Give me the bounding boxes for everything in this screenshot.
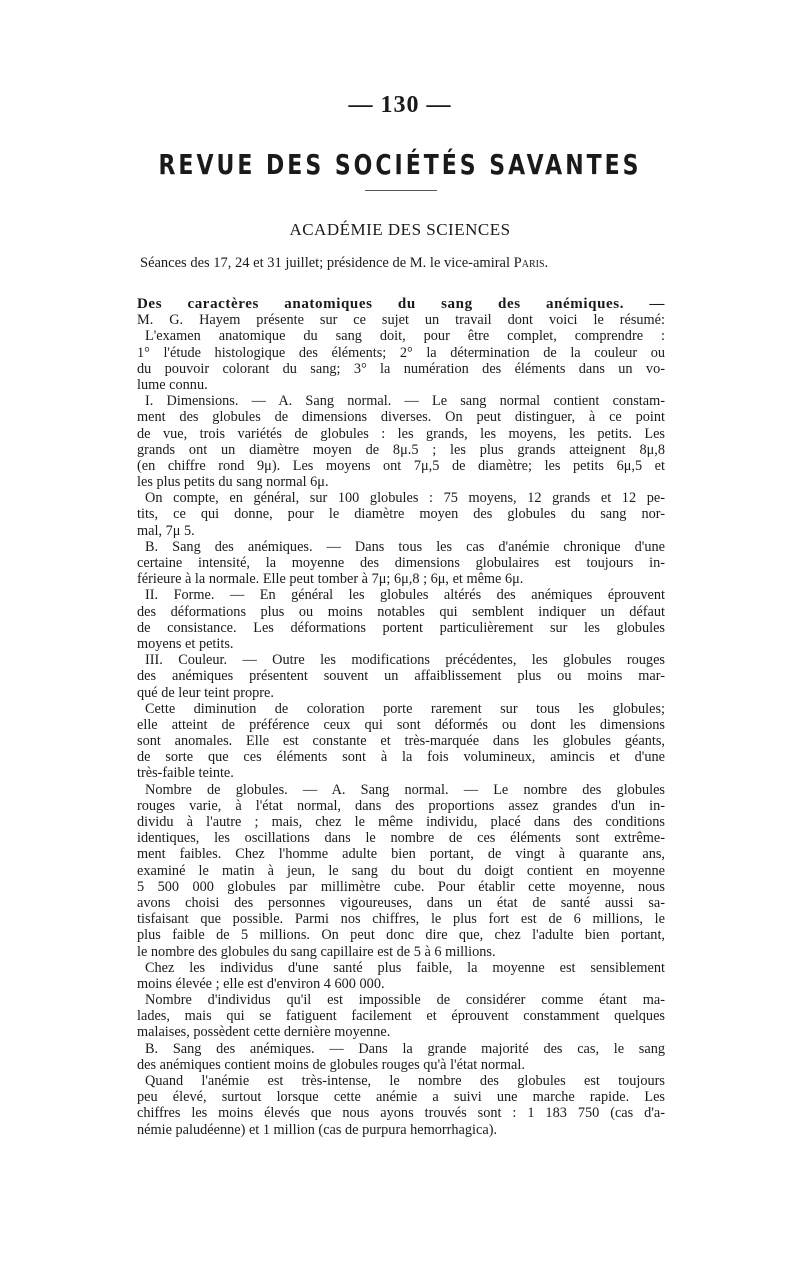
text-line: (en chiffre rond 9μ). Les moyens ont 7μ,5 de diamètre; les petits 6μ,5 et xyxy=(137,457,665,474)
text-line: le nombre des globules du sang capillaire est de 5 à 6 millions. xyxy=(137,943,496,960)
title-divider xyxy=(365,190,437,191)
text-line: mal, 7μ 5. xyxy=(137,522,195,539)
text-line: moyens et petits. xyxy=(137,635,234,652)
text-line: lume connu. xyxy=(137,376,208,393)
text-line: II. Forme. — En général les globules altérés des anémiques éprouvent xyxy=(145,587,665,604)
journal-title: REVUE DES SOCIÉTÉS SAVANTES xyxy=(158,150,642,182)
text-line: des anémiques présentent souvent un affaiblissement plus ou moins mar- xyxy=(137,668,665,685)
text-line: moins élevée ; elle est d'environ 4 600 000. xyxy=(137,975,385,992)
text-line: malaises, possèdent cette dernière moyenne. xyxy=(137,1024,391,1041)
text-line: qué de leur teint propre. xyxy=(137,684,274,701)
text-line: de consistance. Les déformations portent particulièrement sur les globules xyxy=(137,619,665,636)
article-heading: Des caractères anatomiques du sang des anémiques. — xyxy=(137,296,665,312)
session-president-name: Paris. xyxy=(513,255,549,271)
page-number: — 130 — xyxy=(348,92,452,118)
text-line: peu élevé, surtout lorsque cette anémie a suivi une marche rapide. Les xyxy=(137,1089,665,1106)
text-line: 5 500 000 globules par millimètre cube. Pour établir cette moyenne, nous xyxy=(137,878,665,895)
text-line: les plus petits du sang normal 6μ. xyxy=(137,474,329,491)
text-line: lades, mais qui se fatiguent facilement et éprouvent constamment quelques xyxy=(137,1008,665,1025)
text-line: sont anomales. Elle est constante et très-marquée dans les globules géants, xyxy=(137,733,665,750)
text-line: Chez les individus d'une santé plus faible, la moyenne est sensiblement xyxy=(145,959,665,976)
text-line: ment des globules de dimensions diverses. On peut distinguer, à ce point xyxy=(137,409,665,426)
text-line: très-faible teinte. xyxy=(137,765,234,782)
text-line: de vue, trois variétés de globules : les grands, les moyens, les petits. Les xyxy=(137,425,665,442)
text-line: Nombre de globules. — A. Sang normal. — Le nombre des globules xyxy=(145,781,665,798)
text-line: ment faibles. Chez l'homme adulte bien portant, de vingt à quarante ans, xyxy=(137,846,665,863)
text-line: B. Sang des anémiques. — Dans la grande majorité des cas, le sang xyxy=(145,1040,665,1057)
text-line: tits, ce qui donne, pour le diamètre moyen des globules du sang nor- xyxy=(137,506,665,523)
text-line: du pouvoir colorant du sang; 3° la numération des éléments dans un vo- xyxy=(137,360,665,377)
text-line: des anémiques contient moins de globules rouges qu'à l'état normal. xyxy=(137,1056,525,1073)
text-line: On compte, en général, sur 100 globules : 75 moyens, 12 grands et 12 pe- xyxy=(145,490,665,507)
article-body xyxy=(137,296,665,1138)
text-line: grands ont un diamètre moyen de 8μ.5 ; les plus grands atteignent 8μ,8 xyxy=(137,441,665,458)
text-line: Nombre d'individus qu'il est impossible de considérer comme étant ma- xyxy=(145,992,665,1009)
text-line: rouges varie, à l'état normal, dans des proportions assez grandes d'un in- xyxy=(137,797,665,814)
text-line: elle atteint de préférence ceux qui sont déformés ou dont les dimensions xyxy=(137,716,665,733)
text-line: des déformations plus ou moins notables qui semblent indiquer un défaut xyxy=(137,603,665,620)
text-line: chiffres les moins élevés que nous ayons trouvés sont : 1 183 750 (cas d'a- xyxy=(137,1105,665,1122)
text-line: plus faible de 5 millions. On peut donc dire que, chez l'adulte bien portant, xyxy=(137,927,665,944)
text-line: férieure à la normale. Elle peut tomber à 7μ; 6μ,8 ; 6μ, et même 6μ. xyxy=(137,571,524,588)
text-line: de sorte que ces éléments sont à la fois volumineux, amincis et d'une xyxy=(137,749,665,766)
text-line: identiques, les oscillations dans le nombre de ces éléments sont extrême- xyxy=(137,830,665,847)
text-line: certaine intensité, la moyenne des dimensions globulaires est toujours in- xyxy=(137,555,665,571)
text-line: L'examen anatomique du sang doit, pour être complet, comprendre : xyxy=(145,328,665,345)
text-line: tisfaisant que possible. Parmi nos chiffres, le plus fort est de 6 millions, le xyxy=(137,911,665,928)
text-line: avons choisi des personnes vigoureuses, dans un état de santé aussi sa- xyxy=(137,894,665,911)
text-line: III. Couleur. — Outre les modifications précédentes, les globules rouges xyxy=(145,652,665,669)
text-line: némie paludéenne) et 1 million (cas de purpura hemorrhagica). xyxy=(137,1121,498,1138)
session-text: Séances des 17, 24 et 31 juillet; présidence de M. le vice-amiral xyxy=(140,255,514,271)
text-line: I. Dimensions. — A. Sang normal. — Le sang normal contient constam- xyxy=(145,393,665,410)
text-line: M. G. Hayem présente sur ce sujet un travail dont voici le résumé: xyxy=(137,312,665,329)
text-line: Cette diminution de coloration porte rarement sur tous les globules; xyxy=(145,700,665,717)
section-title: ACADÉMIE DES SCIENCES xyxy=(289,220,511,239)
text-line: 1° l'étude histologique des éléments; 2° la détermination de la couleur ou xyxy=(137,344,665,361)
session-line xyxy=(140,255,670,272)
text-line: dividu à l'autre ; mais, chez le même individu, placé dans des conditions xyxy=(137,814,665,830)
text-line: Quand l'anémie est très-intense, le nombre des globules est toujours xyxy=(145,1073,665,1089)
text-line: B. Sang des anémiques. — Dans tous les cas d'anémie chronique d'une xyxy=(145,538,665,555)
text-line: examiné le matin à jeun, le sang du bout du doigt contient en moyenne xyxy=(137,862,665,879)
